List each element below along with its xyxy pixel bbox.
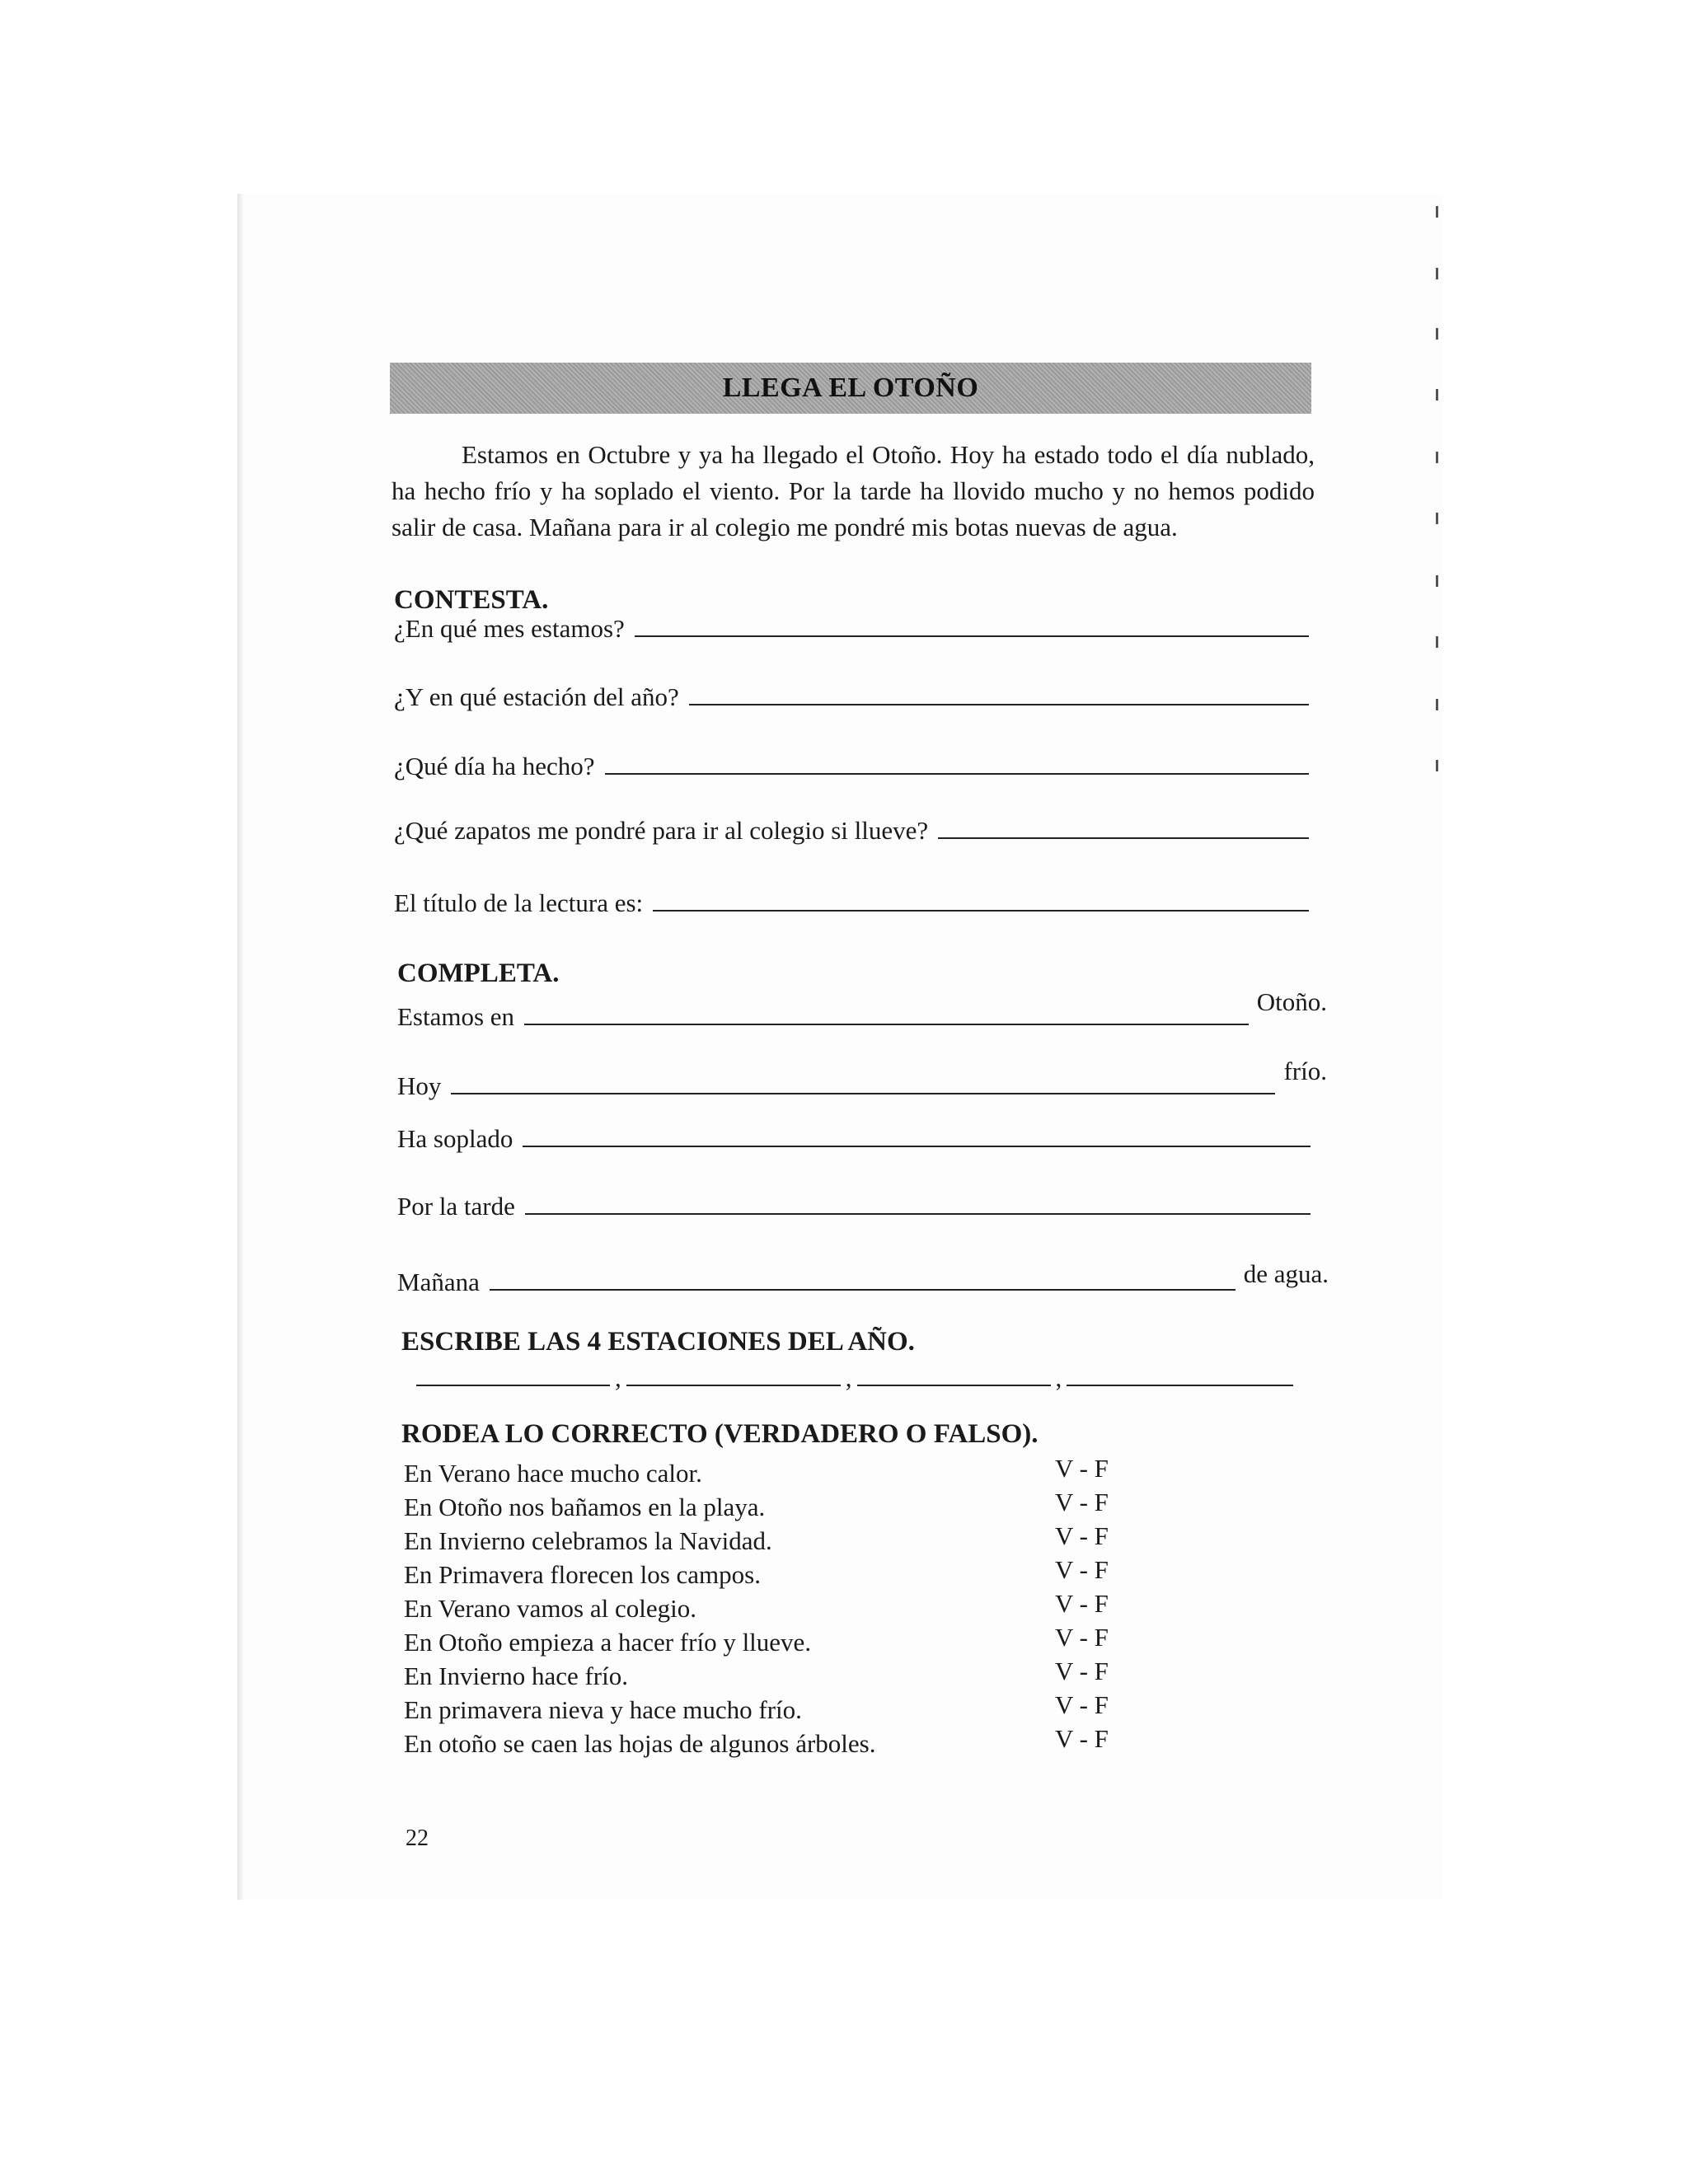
complete-start: Hoy (397, 1071, 442, 1100)
season-blank[interactable] (857, 1385, 1051, 1386)
separator: , (845, 1363, 852, 1392)
true-false-row (404, 1623, 1146, 1661)
edge-mark (1436, 268, 1438, 279)
answer-line[interactable] (653, 910, 1309, 912)
page-edge-shadow (237, 194, 244, 1900)
question-text: ¿En qué mes estamos? (394, 614, 625, 643)
true-false-row (404, 1589, 1146, 1628)
season-blank[interactable] (626, 1385, 841, 1386)
true-false-row (404, 1555, 1146, 1594)
complete-start: Ha soplado (397, 1124, 513, 1153)
complete-end: Otoño. (1256, 987, 1327, 1016)
true-false-options[interactable]: V - F (1055, 1555, 1109, 1584)
completa-heading: COMPLETA. (397, 958, 560, 988)
reading-paragraph: Estamos en Octubre y ya ha llegado el Otoño. Hoy ha estado todo el día nublado, ha hecho frío y ha soplado el viento. Por la tarde ha llovido mucho y no hemos podido salir de casa. Mañana para ir al colegio me pondré mis botas nuevas de agua. (392, 440, 1315, 541)
true-false-options[interactable]: V - F (1055, 1690, 1109, 1719)
complete-row (397, 1259, 1329, 1297)
statement-text: En primavera nieva y hace mucho frío. (404, 1695, 802, 1724)
question-row (394, 614, 1309, 644)
season-blank[interactable] (1067, 1385, 1293, 1386)
edge-mark (1436, 760, 1438, 771)
answer-line[interactable] (605, 773, 1309, 775)
fill-line[interactable] (451, 1093, 1275, 1094)
answer-line[interactable] (938, 837, 1309, 839)
edge-mark (1436, 513, 1438, 524)
true-false-row (404, 1454, 1146, 1493)
statement-text: En Verano hace mucho calor. (404, 1459, 702, 1488)
true-false-row (404, 1724, 1146, 1763)
statement-text: En otoño se caen las hojas de algunos árboles. (404, 1729, 876, 1758)
true-false-row (404, 1690, 1146, 1729)
true-false-row (404, 1521, 1146, 1560)
true-false-options[interactable]: V - F (1055, 1454, 1109, 1483)
separator: , (1055, 1363, 1062, 1392)
edge-mark (1436, 636, 1438, 648)
edge-mark (1436, 328, 1438, 340)
question-row (394, 682, 1309, 712)
true-false-options[interactable]: V - F (1055, 1657, 1109, 1685)
page-title: LLEGA EL OTOÑO (722, 373, 979, 403)
statement-text: En Invierno hace frío. (404, 1661, 628, 1690)
question-row (394, 816, 1309, 846)
fill-line[interactable] (490, 1289, 1236, 1291)
complete-row (397, 987, 1327, 1032)
question-text: El título de la lectura es: (394, 888, 644, 917)
statement-text: En Primavera florecen los campos. (404, 1560, 761, 1589)
true-false-options[interactable]: V - F (1055, 1488, 1109, 1516)
season-blank[interactable] (416, 1385, 610, 1386)
true-false-row (404, 1488, 1146, 1526)
true-false-options[interactable]: V - F (1055, 1623, 1109, 1652)
fill-line[interactable] (523, 1146, 1311, 1147)
complete-row (397, 1057, 1327, 1101)
rodea-heading: RODEA LO CORRECTO (VERDADERO O FALSO). (401, 1419, 1039, 1449)
edge-mark (1436, 206, 1438, 218)
answer-line[interactable] (635, 635, 1309, 637)
fill-line[interactable] (524, 1024, 1249, 1025)
edge-mark (1436, 575, 1438, 587)
contesta-heading: CONTESTA. (394, 585, 549, 615)
true-false-list (404, 1454, 1146, 1763)
question-row (394, 888, 1309, 918)
true-false-row (404, 1657, 1146, 1695)
answer-line[interactable] (689, 704, 1309, 705)
complete-start: Estamos en (397, 1002, 515, 1031)
question-text: ¿Y en qué estación del año? (394, 682, 679, 711)
question-text: ¿Qué día ha hecho? (394, 752, 595, 780)
true-false-options[interactable]: V - F (1055, 1724, 1109, 1753)
complete-end: frío. (1283, 1057, 1327, 1085)
question-text: ¿Qué zapatos me pondré para ir al colegio si llueve? (394, 816, 929, 845)
statement-text: En Otoño nos bañamos en la playa. (404, 1493, 766, 1521)
seasons-row (416, 1360, 1311, 1393)
page-number: 22 (406, 1825, 429, 1851)
estaciones-heading: ESCRIBE LAS 4 ESTACIONES DEL AÑO. (401, 1327, 915, 1357)
true-false-options[interactable]: V - F (1055, 1521, 1109, 1550)
title-banner (390, 363, 1311, 414)
complete-end: de agua. (1243, 1259, 1329, 1288)
question-row (394, 752, 1309, 781)
edge-mark (1436, 699, 1438, 710)
edge-mark (1436, 389, 1438, 401)
statement-text: En Verano vamos al colegio. (404, 1594, 696, 1623)
fill-line[interactable] (525, 1213, 1311, 1215)
complete-start: Mañana (397, 1268, 480, 1296)
complete-row (397, 1124, 1311, 1154)
statement-text: En Otoño empieza a hacer frío y llueve. (404, 1628, 812, 1657)
complete-row (397, 1192, 1311, 1221)
true-false-options[interactable]: V - F (1055, 1589, 1109, 1618)
edge-mark (1436, 452, 1438, 463)
complete-start: Por la tarde (397, 1192, 515, 1221)
separator: , (615, 1363, 621, 1392)
statement-text: En Invierno celebramos la Navidad. (404, 1526, 772, 1555)
